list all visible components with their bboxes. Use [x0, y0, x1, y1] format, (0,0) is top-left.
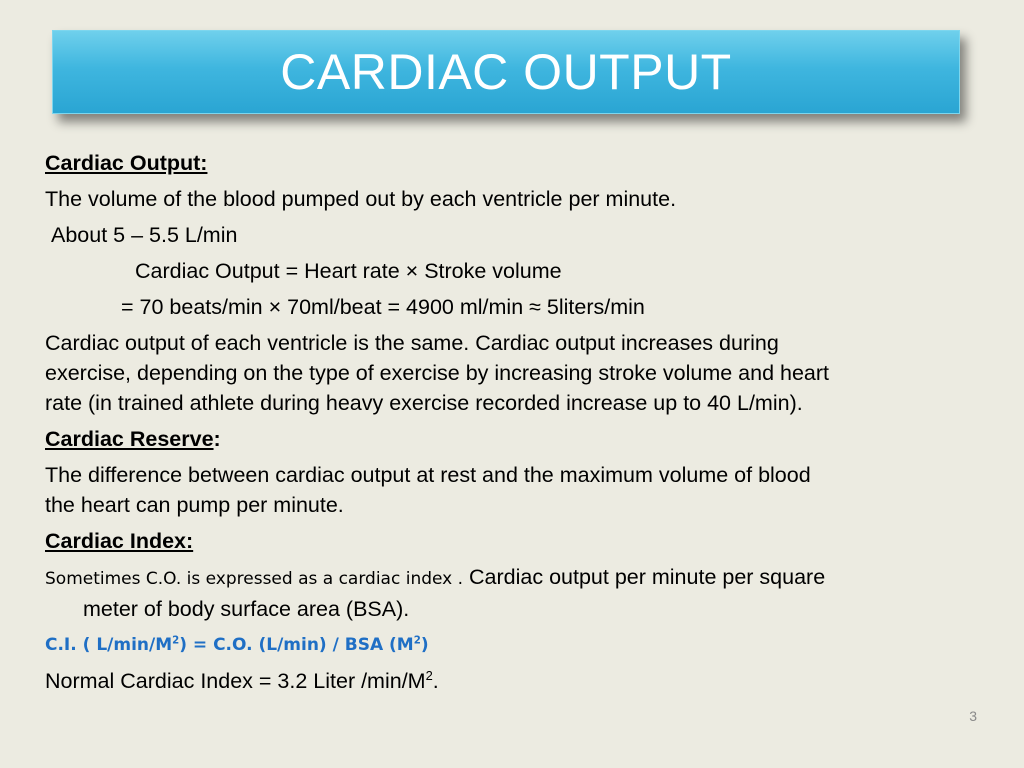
cardiac-index-heading: Cardiac Index:: [45, 529, 194, 553]
formula-superscript: 2: [413, 635, 421, 647]
cardiac-output-heading: Cardiac Output:: [45, 151, 208, 175]
definition-line: The difference between cardiac output at rest and the maximum volume of blood: [45, 463, 811, 487]
slide-content: [45, 148, 985, 696]
cardiac-reserve-colon: :: [213, 427, 221, 451]
cardiac-index-formula: [45, 630, 985, 660]
cardiac-output-paragraph: [45, 328, 985, 418]
cardiac-index-intro: [45, 562, 985, 594]
paragraph-line: exercise, depending on the type of exercise by increasing stroke volume and heart: [45, 361, 830, 385]
paragraph-line: Cardiac output of each ventricle is the same. Cardiac output increases during: [45, 331, 779, 355]
normal-cardiac-index: [45, 666, 985, 696]
cardiac-output-value: About 5 – 5.5 L/min: [51, 223, 238, 247]
formula-part: ) = C.O. (L/min) / BSA (M: [179, 635, 414, 655]
cardiac-reserve-heading: Cardiac Reserve: [45, 427, 214, 451]
cardiac-index-intro-rest: Cardiac output per minute per square: [463, 565, 826, 589]
definition-line: the heart can pump per minute.: [45, 493, 344, 517]
cardiac-output-definition: The volume of the blood pumped out by each ventricle per minute.: [45, 187, 677, 211]
normal-index-text: Normal Cardiac Index = 3.2 Liter /min/M: [45, 669, 426, 693]
formula-part: ): [420, 635, 429, 655]
cardiac-index-intro-line2: meter of body surface area (BSA).: [83, 597, 410, 621]
cardiac-index-intro-small: Sometimes C.O. is expressed as a cardiac index .: [45, 569, 464, 589]
normal-index-end: .: [432, 669, 439, 693]
page-number: 3: [969, 708, 977, 724]
normal-index-superscript: 2: [425, 667, 433, 683]
paragraph-line: rate (in trained athlete during heavy exercise recorded increase up to 40 L/min).: [45, 391, 803, 415]
cardiac-reserve-definition: [45, 460, 985, 520]
cardiac-reserve-heading-row: [45, 424, 985, 454]
cardiac-output-formula: Cardiac Output = Heart rate × Stroke volume: [135, 259, 562, 283]
cardiac-output-calculation: = 70 beats/min × 70ml/beat = 4900 ml/min ≈ 5liters/min: [121, 295, 645, 319]
slide-title: CARDIAC OUTPUT: [280, 44, 732, 100]
formula-superscript: 2: [172, 635, 180, 647]
title-banner: [52, 30, 960, 114]
formula-part: C.I. ( L/min/M: [45, 635, 173, 655]
